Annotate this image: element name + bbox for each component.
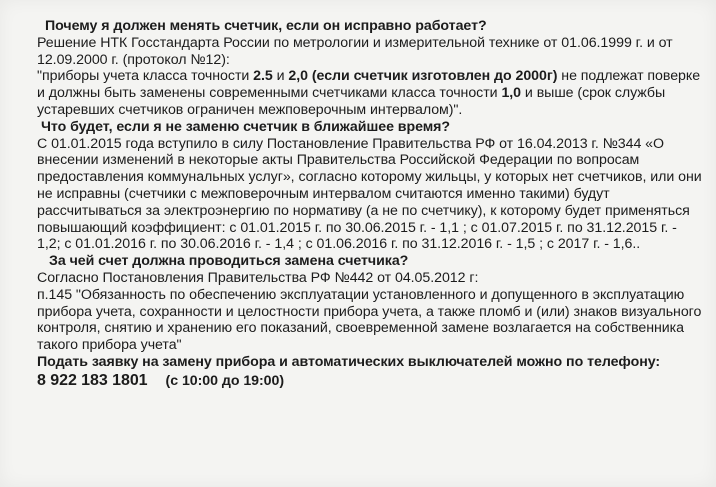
paragraph-line: Согласно Постановления Правительства РФ №442 от 04.05.2012 г: [37, 269, 479, 286]
paragraph-line: п.145 "Обязанность по обеспечению эксплуатации установленного и допущенного в эксплуатацию [37, 286, 685, 303]
paragraph-line: рассчитываться за электроэнергию по нормативу (а не по счетчику), к которому будет применяться [37, 202, 690, 219]
paragraph-line: не исправны (счетчики с межповерочным интервалом считаются именно такими) будут [37, 185, 610, 202]
paragraph-line: 12.09.2000 г. (протокол №12): [37, 51, 230, 68]
quote-line [37, 85, 705, 102]
document-body [37, 18, 705, 391]
question-heading-consequences: Что будет, если я не заменю счетчик в ближайшее время? [41, 118, 451, 135]
paragraph-line: предоставления коммунальных услуг», согласно которому жильцы, у которых нет счетчиков, или они [37, 169, 702, 186]
question-heading-who-pays: За чей счет должна проводиться замена счетчика? [49, 253, 409, 270]
quote-line: устаревших счетчиков ограничен межповерочным интервалом)". [37, 101, 463, 118]
accuracy-class-value: 1,0 [501, 85, 522, 102]
question-heading-why-replace: Почему я должен менять счетчик, если он исправно работает? [45, 18, 487, 34]
working-hours: (с 10:00 до 19:00) [165, 372, 285, 389]
contact-phone-line [37, 371, 705, 391]
quote-text: и выше (срок службы [521, 85, 666, 102]
paragraph-line: внесении изменений в некоторые акты Правительства Российской Федерации по вопросам [37, 152, 640, 169]
quote-line [37, 68, 705, 85]
contact-heading: Подать заявку на замену прибора и автоматических выключателей можно по телефону: [37, 353, 661, 370]
paragraph-line: контроля, снятию и хранению его показаний, своевременной замене возлагается на собственника [37, 320, 684, 337]
accuracy-class-value: 2.5 [253, 68, 273, 85]
quote-text: и [272, 68, 289, 85]
paragraph-line: С 01.01.2015 года вступило в силу Постановление Правительства РФ от 16.04.2013 г. №344 «О [37, 135, 665, 152]
quote-text: "приборы учета класса точности [37, 68, 254, 85]
paragraph-line: повышающий коэффициент: с 01.01.2015 г. по 30.06.2015 г. - 1,1 ; с 01.07.2015 г. по 31.12.2015 г. - [37, 219, 677, 236]
paragraph-line: 1,2; с 01.01.2016 г. по 30.06.2016 г. - 1,4 ; с 01.06.2016 г. по 31.12.2016 г. - 1,5 ; с 2017 г. - 1,6.. [37, 236, 641, 253]
paragraph-line: Решение НТК Госстандарта России по метрологии и измерительной технике от 01.06.1999 г. и от [37, 34, 673, 51]
phone-number: 8 922 183 1801 [37, 371, 148, 389]
quote-text: не подлежат поверке [557, 68, 701, 85]
accuracy-class-value: 2,0 (если счетчик изготовлен до 2000г) [288, 68, 558, 85]
paragraph-line: такого прибора учета" [37, 337, 182, 354]
quote-text: и должны быть заменены современными счетчиками класса точности [37, 85, 502, 102]
paragraph-line: прибора учета, сохранности и целостности прибора учета, а также пломб и (или) знаков визуального [37, 303, 702, 320]
